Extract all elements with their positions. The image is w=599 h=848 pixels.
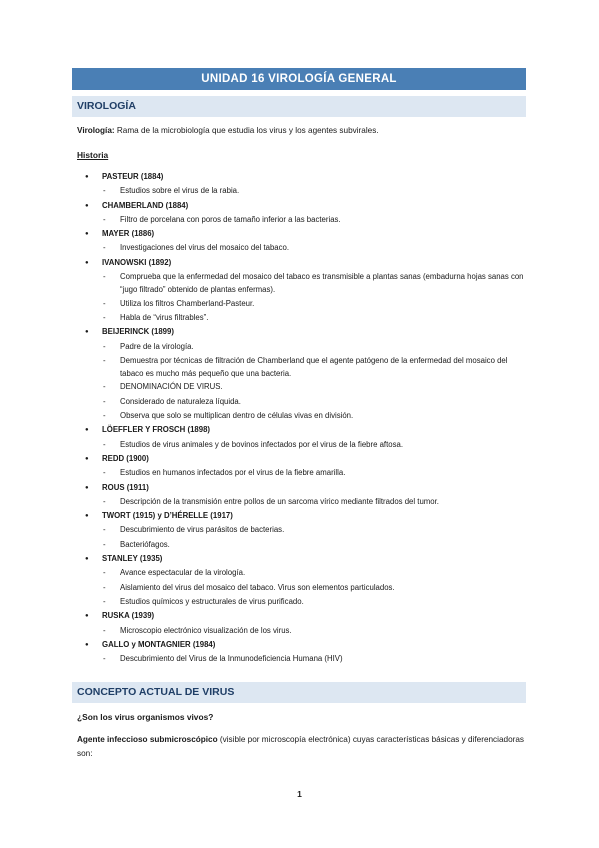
history-item-label: ● IVANOWSKI (1892) [80,256,525,270]
concept-text: (visible por microscopía electrónica) cuyas características básicas y diferenciadoras son: [77,735,524,758]
history-item-label: ● PASTEUR (1884) [80,170,525,184]
history-item-detail: - Estudios de virus animales y de bovinos infectados por el virus de la fiebre aftosa. [80,438,525,452]
definition-text: Rama de la microbiología que estudia los virus y los agentes subvirales. [114,126,379,135]
section-heading-virologia: VIROLOGÍA [72,96,526,117]
history-item [80,227,525,256]
history-item-detail: - Habla de “virus filtrables”. [80,311,525,325]
history-item-label: ● CHAMBERLAND (1884) [80,199,525,213]
history-item-detail: - Estudios en humanos infectados por el virus de la fiebre amarilla. [80,466,525,480]
history-item-detail: - Estudios químicos y estructurales de virus purificado. [80,595,525,609]
history-item [80,199,525,228]
history-item-label: ● BEIJERINCK (1899) [80,325,525,339]
history-list [80,170,525,666]
history-item-detail: - Aislamiento del virus del mosaico del tabaco. Virus son elementos particulados. [80,581,525,595]
history-item-detail: - Bacteriófagos. [80,538,525,552]
history-item-detail: - Comprueba que la enfermedad del mosaico del tabaco es transmisible a plantas sanas (embadurna hojas sanas con “jugo filtrado” obtenido de plantas enfermas). [80,270,525,297]
definition-term: Virología: [77,126,115,135]
history-item-detail: - Utiliza los filtros Chamberland-Pasteur. [80,297,525,311]
history-item-detail: - Estudios sobre el virus de la rabia. [80,184,525,198]
section-heading-concepto: CONCEPTO ACTUAL DE VIRUS [72,682,526,703]
history-item-detail: - Microscopio electrónico visualización de los virus. [80,624,525,638]
history-item-label: ● LÖEFFLER Y FROSCH (1898) [80,423,525,437]
history-item [80,638,525,667]
history-label: Historia [77,150,109,160]
history-item [80,481,525,510]
history-item-detail: - Descubrimiento de virus parásitos de bacterias. [80,523,525,537]
history-item-label: ● MAYER (1886) [80,227,525,241]
page-title: UNIDAD 16 VIROLOGÍA GENERAL [72,68,526,90]
history-item-detail: - Demuestra por técnicas de filtración de Chamberland que el agente patógeno de la enfermedad del mosaico del tabaco es mucho más pequeño que una bacteria. [80,354,525,381]
history-item-label: ● REDD (1900) [80,452,525,466]
history-item [80,609,525,638]
question: ¿Son los virus organismos vivos? [77,712,214,722]
history-item [80,452,525,481]
history-item-detail: - DENOMINACIÓN DE VIRUS. [80,380,525,394]
history-item [80,509,525,552]
page-number: 1 [297,789,302,799]
history-item-detail: - Observa que solo se multiplican dentro de células vivas en división. [80,409,525,423]
history-item-detail: - Investigaciones del virus del mosaico del tabaco. [80,241,525,255]
history-item [80,256,525,325]
history-item-label: ● TWORT (1915) y D’HÉRELLE (1917) [80,509,525,523]
history-item-label: ● ROUS (1911) [80,481,525,495]
history-item-label: ● RUSKA (1939) [80,609,525,623]
history-item-label: ● GALLO y MONTAGNIER (1984) [80,638,525,652]
concept-paragraph [77,733,524,761]
history-item-detail: - Considerado de naturaleza líquida. [80,395,525,409]
history-item-detail: - Filtro de porcelana con poros de tamaño inferior a las bacterias. [80,213,525,227]
concept-term: Agente infeccioso submicroscópico [77,735,218,744]
history-item [80,423,525,452]
history-item [80,552,525,609]
history-item-detail: - Descripción de la transmisión entre pollos de un sarcoma vírico mediante filtrados del tumor. [80,495,525,509]
history-item-detail: - Padre de la virología. [80,340,525,354]
history-item [80,325,525,423]
definition [77,125,379,137]
history-item [80,170,525,199]
history-item-label: ● STANLEY (1935) [80,552,525,566]
history-item-detail: - Avance espectacular de la virología. [80,566,525,580]
history-item-detail: - Descubrimiento del Virus de la Inmunodeficiencia Humana (HIV) [80,652,525,666]
